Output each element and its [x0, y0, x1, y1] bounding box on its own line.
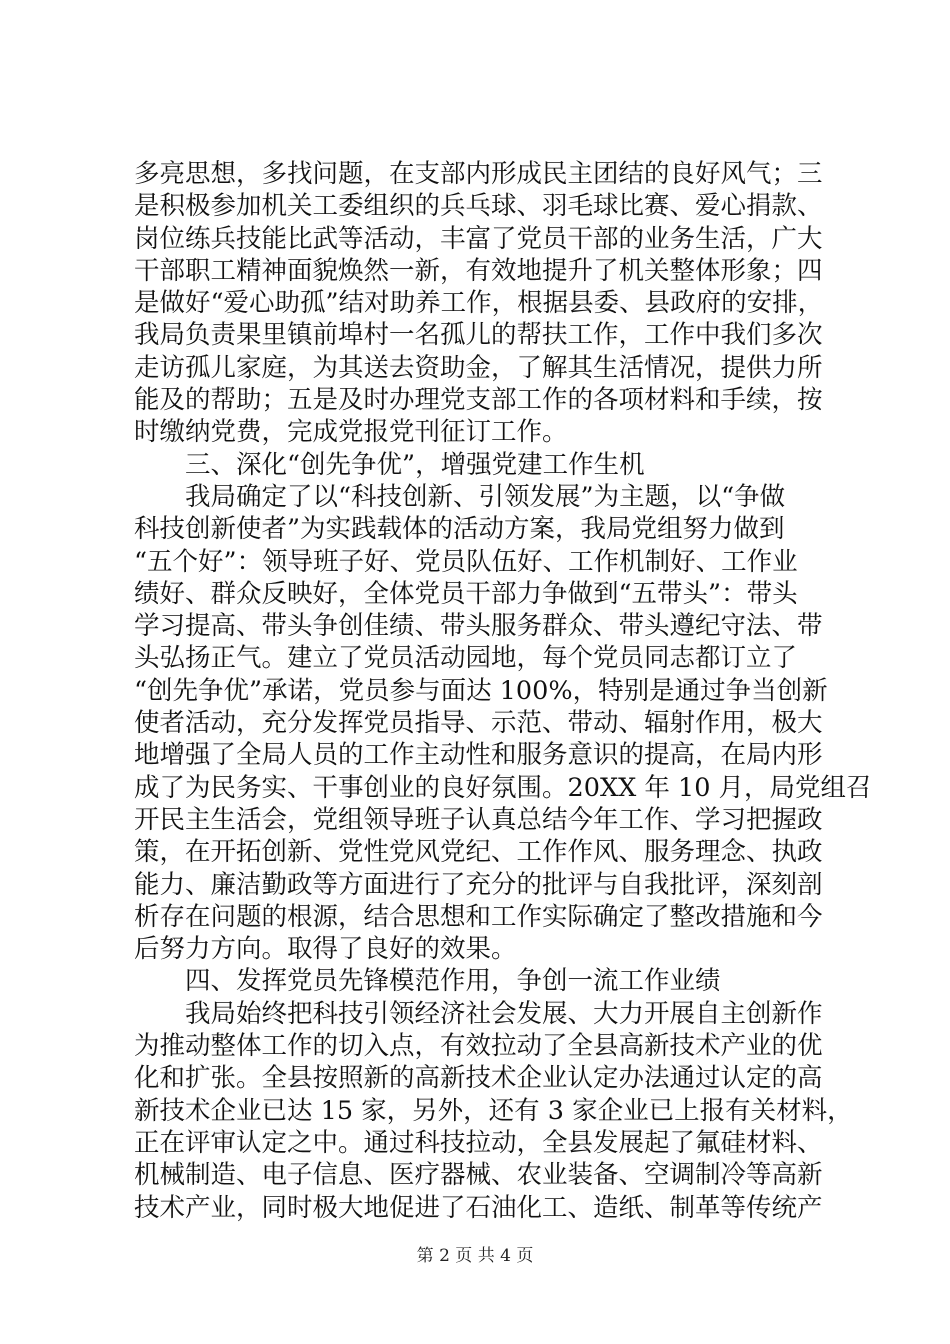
- text-line: 使者活动，充分发挥党员指导、示范、带动、辐射作用，极大: [134, 708, 823, 739]
- text-line: 走访孤儿家庭，为其送去资助金，了解其生活情况，提供力所: [134, 352, 823, 383]
- text-line: 时缴纳党费，完成党报党刊征订工作。: [134, 417, 568, 448]
- text-line: 为推动整体工作的切入点，有效拉动了全县高新技术产业的优: [134, 1031, 823, 1062]
- text-line: “五个好”：领导班子好、党员队伍好、工作机制好、工作业: [134, 546, 798, 577]
- text-line: 头弘扬正气。建立了党员活动园地，每个党员同志都订立了: [134, 643, 798, 674]
- text-line: 开民主生活会，党组领导班子认真总结今年工作、学习把握政: [134, 804, 823, 835]
- text-line: 化和扩张。全县按照新的高新技术企业认定办法通过认定的高: [134, 1063, 823, 1094]
- text-line: 岗位练兵技能比武等活动，丰富了党员干部的业务生活，广大: [134, 223, 823, 254]
- text-line: 新技术企业已达 15 家，另外，还有 3 家企业已上报有关材料，: [134, 1095, 853, 1126]
- text-line: 是积极参加机关工委组织的兵乓球、羽毛球比赛、爱心捐款、: [134, 191, 823, 222]
- text-line: 机械制造、电子信息、医疗器械、农业装备、空调制冷等高新: [134, 1160, 823, 1191]
- text-line: 我局负责果里镇前埠村一名孤儿的帮扶工作，工作中我们多次: [134, 320, 823, 351]
- text-line: 析存在问题的根源，结合思想和工作实际确定了整改措施和今: [134, 901, 823, 932]
- text-line: 多亮思想，多找问题，在支部内形成民主团结的良好风气；三: [134, 159, 823, 189]
- text-line: 能及的帮助；五是及时办理党支部工作的各项材料和手续，按: [134, 385, 823, 416]
- text-line: 正在评审认定之中。通过科技拉动，全县发展起了氟硅材料、: [134, 1127, 823, 1158]
- text-line: 学习提高、带头争创佳绩、带头服务群众、带头遵纪守法、带: [134, 611, 823, 642]
- text-line: 地增强了全局人员的工作主动性和服务意识的提高，在局内形: [134, 740, 823, 771]
- text-line: 技术产业，同时极大地促进了石油化工、造纸、制革等传统产: [134, 1192, 823, 1223]
- text-line: 我局始终把科技引领经济社会发展、大力开展自主创新作: [134, 998, 823, 1029]
- text-line: 是做好“爱心助孤”结对助养工作，根据县委、县政府的安排，: [134, 288, 824, 319]
- text-line: 成了为民务实、干事创业的良好氛围。20XX 年 10 月，局党组召: [134, 772, 872, 803]
- text-line: 干部职工精神面貌焕然一新，有效地提升了机关整体形象；四: [134, 255, 823, 286]
- text-line: 四、发挥党员先锋模范作用，争创一流工作业绩: [134, 966, 721, 997]
- text-line: 三、深化“创先争优”，增强党建工作生机: [134, 449, 645, 480]
- page-footer: 第 2 页 共 4 页: [416, 1246, 534, 1266]
- body-text: [134, 158, 872, 1224]
- text-line: “创先争优”承诺，党员参与面达 100%，特别是通过争当创新: [134, 675, 828, 706]
- text-line: 能力、廉洁勤政等方面进行了充分的批评与自我批评，深刻剖: [134, 869, 823, 900]
- text-line: 后努力方向。取得了良好的效果。: [134, 934, 517, 965]
- text-line: 策，在开拓创新、党性党风党纪、工作作风、服务理念、执政: [134, 837, 823, 868]
- text-line: 绩好、群众反映好，全体党员干部力争做到“五带头”：带头: [134, 578, 798, 609]
- text-line: 科技创新使者”为实践载体的活动方案，我局党组努力做到: [134, 514, 785, 545]
- text-line: 我局确定了以“科技创新、引领发展”为主题，以“争做: [134, 481, 786, 512]
